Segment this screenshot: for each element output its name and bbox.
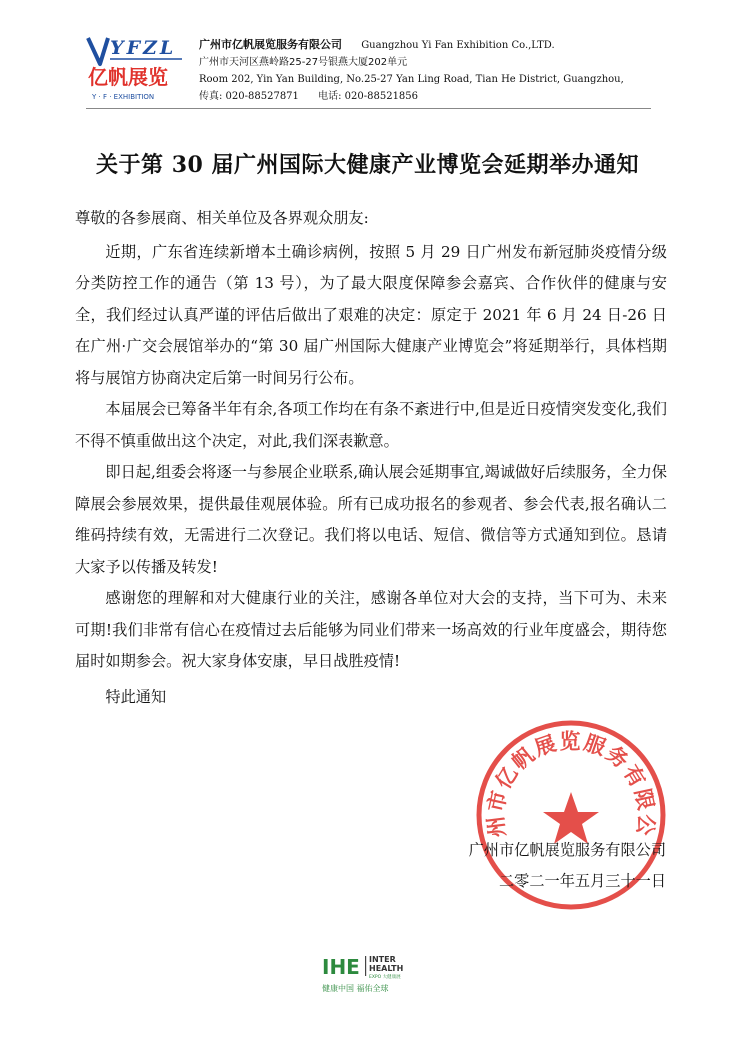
- footer-logo-line1: INTER: [369, 955, 396, 964]
- logo-cn-text: 亿帆展览: [88, 65, 168, 89]
- signature-date: 二零二一年五月三十一日: [498, 872, 666, 890]
- salutation: 尊敬的各参展商、相关单位及各界观众朋友:: [75, 209, 369, 227]
- signature-block: [380, 835, 666, 897]
- logo-en-text: Y · F · EXHIBITION: [92, 93, 155, 101]
- footer-logo-mark: IHE: [322, 955, 360, 979]
- company-name-cn: 广州市亿帆展览服务有限公司: [199, 38, 342, 51]
- letterhead-divider: [86, 108, 651, 109]
- company-info: [199, 36, 719, 105]
- paragraph-1: 近期，广东省连续新增本土确诊病例，按照 5 月 29 日广州发布新冠肺炎疫情分级分类防控工作的通告（第 13 号），为了最大限度保障参会嘉宾、合作伙伴的健康与安全，我们经过认真严谨的评估后做出了艰难的决定：原定于 2021 年 6 月 24 日-26 日在广州·广交会展馆举办的“第 30 届广州国际大健康产业博览会”将延期举行，具体档期将与展馆方协商决定后第一时间另行公布。: [75, 242, 667, 387]
- address-cn: 广州市天河区燕岭路25-27号银燕大厦202单元: [199, 57, 408, 68]
- paragraph-3: 即日起,组委会将逐一与参展企业联系,确认展会延期事宜,竭诚做好后续服务，全力保障展会参展效果，提供最佳观展体验。所有已成功报名的参观者、参会代表,报名确认二维码持续有效，无需进行二次登记。我们将以电话、短信、微信等方式通知到位。恳请大家予以传播及转发!: [75, 463, 667, 576]
- address-en: Room 202, Yin Yan Building, No.25-27 Yan Ling Road, Tian He District, Guangzhou,: [199, 74, 624, 85]
- fax-number: 传真: 020-88527871: [199, 91, 299, 102]
- seal-text: 州市亿帆展览服务有限公: [483, 729, 659, 839]
- footer-logo-slogan: 健康中国 福佑全球: [322, 984, 389, 993]
- notice-body: [75, 203, 667, 728]
- sign-off: 特此通知: [105, 687, 167, 706]
- footer-logo-line2: HEALTH: [369, 964, 404, 973]
- footer-expo-logo: [320, 950, 430, 996]
- company-name-en: Guangzhou Yi Fan Exhibition Co.,LTD.: [361, 40, 555, 51]
- company-logo: [86, 34, 186, 104]
- logo-top-text: YFZL: [110, 37, 177, 59]
- footer-logo-line3: EXPO 大健康展: [369, 975, 401, 980]
- paragraph-2: 本届展会已筹备半年有余,各项工作均在有条不紊进行中,但是近日疫情突发变化,我们不得不慎重做出这个决定，对此,我们深表歉意。: [75, 400, 667, 450]
- signature-company: 广州市亿帆展览服务有限公司: [468, 841, 666, 859]
- notice-title: 关于第 30 届广州国际大健康产业博览会延期举办通知: [96, 152, 639, 178]
- tel-number: 电话: 020-88521856: [318, 91, 419, 102]
- paragraph-4: 感谢您的理解和对大健康行业的关注，感谢各单位对大会的支持，当下可为、未来可期!我们非常有信心在疫情过去后能够为同业们带来一场高效的行业年度盛会，期待您届时如期参会。祝大家身体安康，早日战胜疫情!: [75, 589, 667, 670]
- letterhead: [86, 34, 706, 106]
